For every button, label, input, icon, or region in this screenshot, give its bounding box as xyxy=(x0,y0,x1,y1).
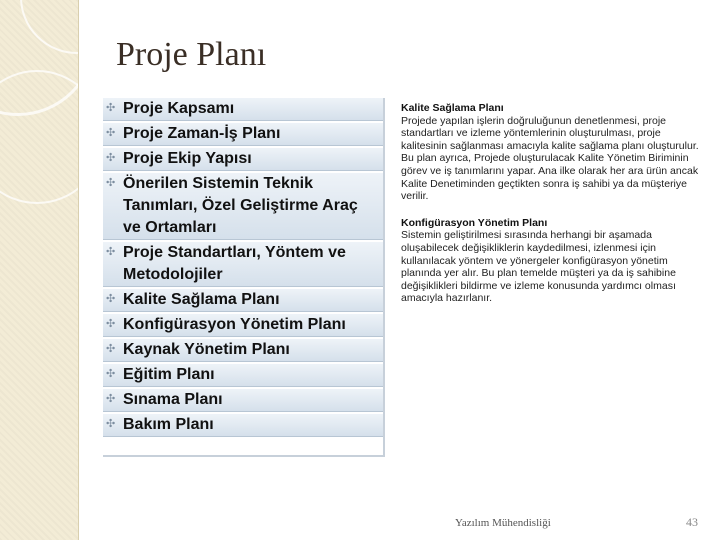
list-item: ✣ Sınama Planı xyxy=(103,389,383,412)
list-item: ✣ Proje Zaman-İş Planı xyxy=(103,123,383,146)
list-item: ✣ Eğitim Planı xyxy=(103,364,383,387)
section-heading: Kalite Sağlama Planı xyxy=(401,102,504,114)
decorative-ring xyxy=(0,70,104,204)
puzzle-bullet-icon: ✣ xyxy=(106,343,116,355)
puzzle-bullet-icon: ✣ xyxy=(106,293,116,305)
list-item: ✣ Kaynak Yönetim Planı xyxy=(103,339,383,362)
puzzle-bullet-icon: ✣ xyxy=(106,368,116,380)
list-item: ✣ Konfigürasyon Yönetim Planı xyxy=(103,314,383,337)
section-heading: Konfigürasyon Yönetim Planı xyxy=(401,216,548,229)
list-item: ✣ Kalite Sağlama Planı xyxy=(103,289,383,312)
footer-text: Yazılım Mühendisliği xyxy=(455,517,551,529)
list-item: ✣ Bakım Planı xyxy=(103,414,383,437)
page-number: 43 xyxy=(686,515,698,529)
puzzle-bullet-icon: ✣ xyxy=(106,152,116,164)
slide-title: Proje Planı xyxy=(116,36,267,73)
section-body: Projede yapılan işlerin doğruluğunun denetlenmesi, proje standartları ve izleme yöntemlerinin oluşturulması, proje kalitesinin sağlanması amacıyla kalite sağlama planı oluşturulur. Bu plan ayrıca, Projede oluşturulacak Kalite Yönetim Biriminin görev ve iş tanımlarını yapar. Ana ilke olarak her ara ürün ancak Kalite Denetiminden geçtikten sonra iş sahibi ya da müşteriye verilir. xyxy=(401,114,699,203)
list-item: ✣ Proje Kapsamı xyxy=(103,98,383,121)
puzzle-bullet-icon: ✣ xyxy=(106,393,116,405)
decorative-divider xyxy=(78,0,79,540)
puzzle-bullet-icon: ✣ xyxy=(106,177,116,189)
puzzle-bullet-icon: ✣ xyxy=(106,127,116,139)
section-body: Sistemin geliştirilmesi sırasında herhangi bir aşamada oluşabilecek değişikliklerin kaydedilmesi, izlenmesi için kullanılacak yöntem ve yönergeler konfigürasyon yönetim planında yer alır. Bu plan temelde müşteri ya da iş sahibine değişiklikleri bildirme ve izleme konusunda yardımcı olması amacıyla hazırlanır. xyxy=(401,229,676,305)
puzzle-bullet-icon: ✣ xyxy=(106,102,116,114)
list-item: ✣ Proje Standartları, Yöntem ve Metodolojiler xyxy=(103,242,383,287)
decorative-side-band xyxy=(0,0,78,540)
topic-list-panel xyxy=(103,98,385,457)
description-column xyxy=(401,102,701,319)
list-item: ✣ Proje Ekip Yapısı xyxy=(103,148,383,171)
puzzle-bullet-icon: ✣ xyxy=(106,246,116,258)
puzzle-bullet-icon: ✣ xyxy=(106,318,116,330)
puzzle-bullet-icon: ✣ xyxy=(106,418,116,430)
topic-list xyxy=(103,98,383,439)
list-item: ✣ Önerilen Sistemin Teknik Tanımları, Özel Geliştirme Araç ve Ortamları xyxy=(103,173,383,240)
